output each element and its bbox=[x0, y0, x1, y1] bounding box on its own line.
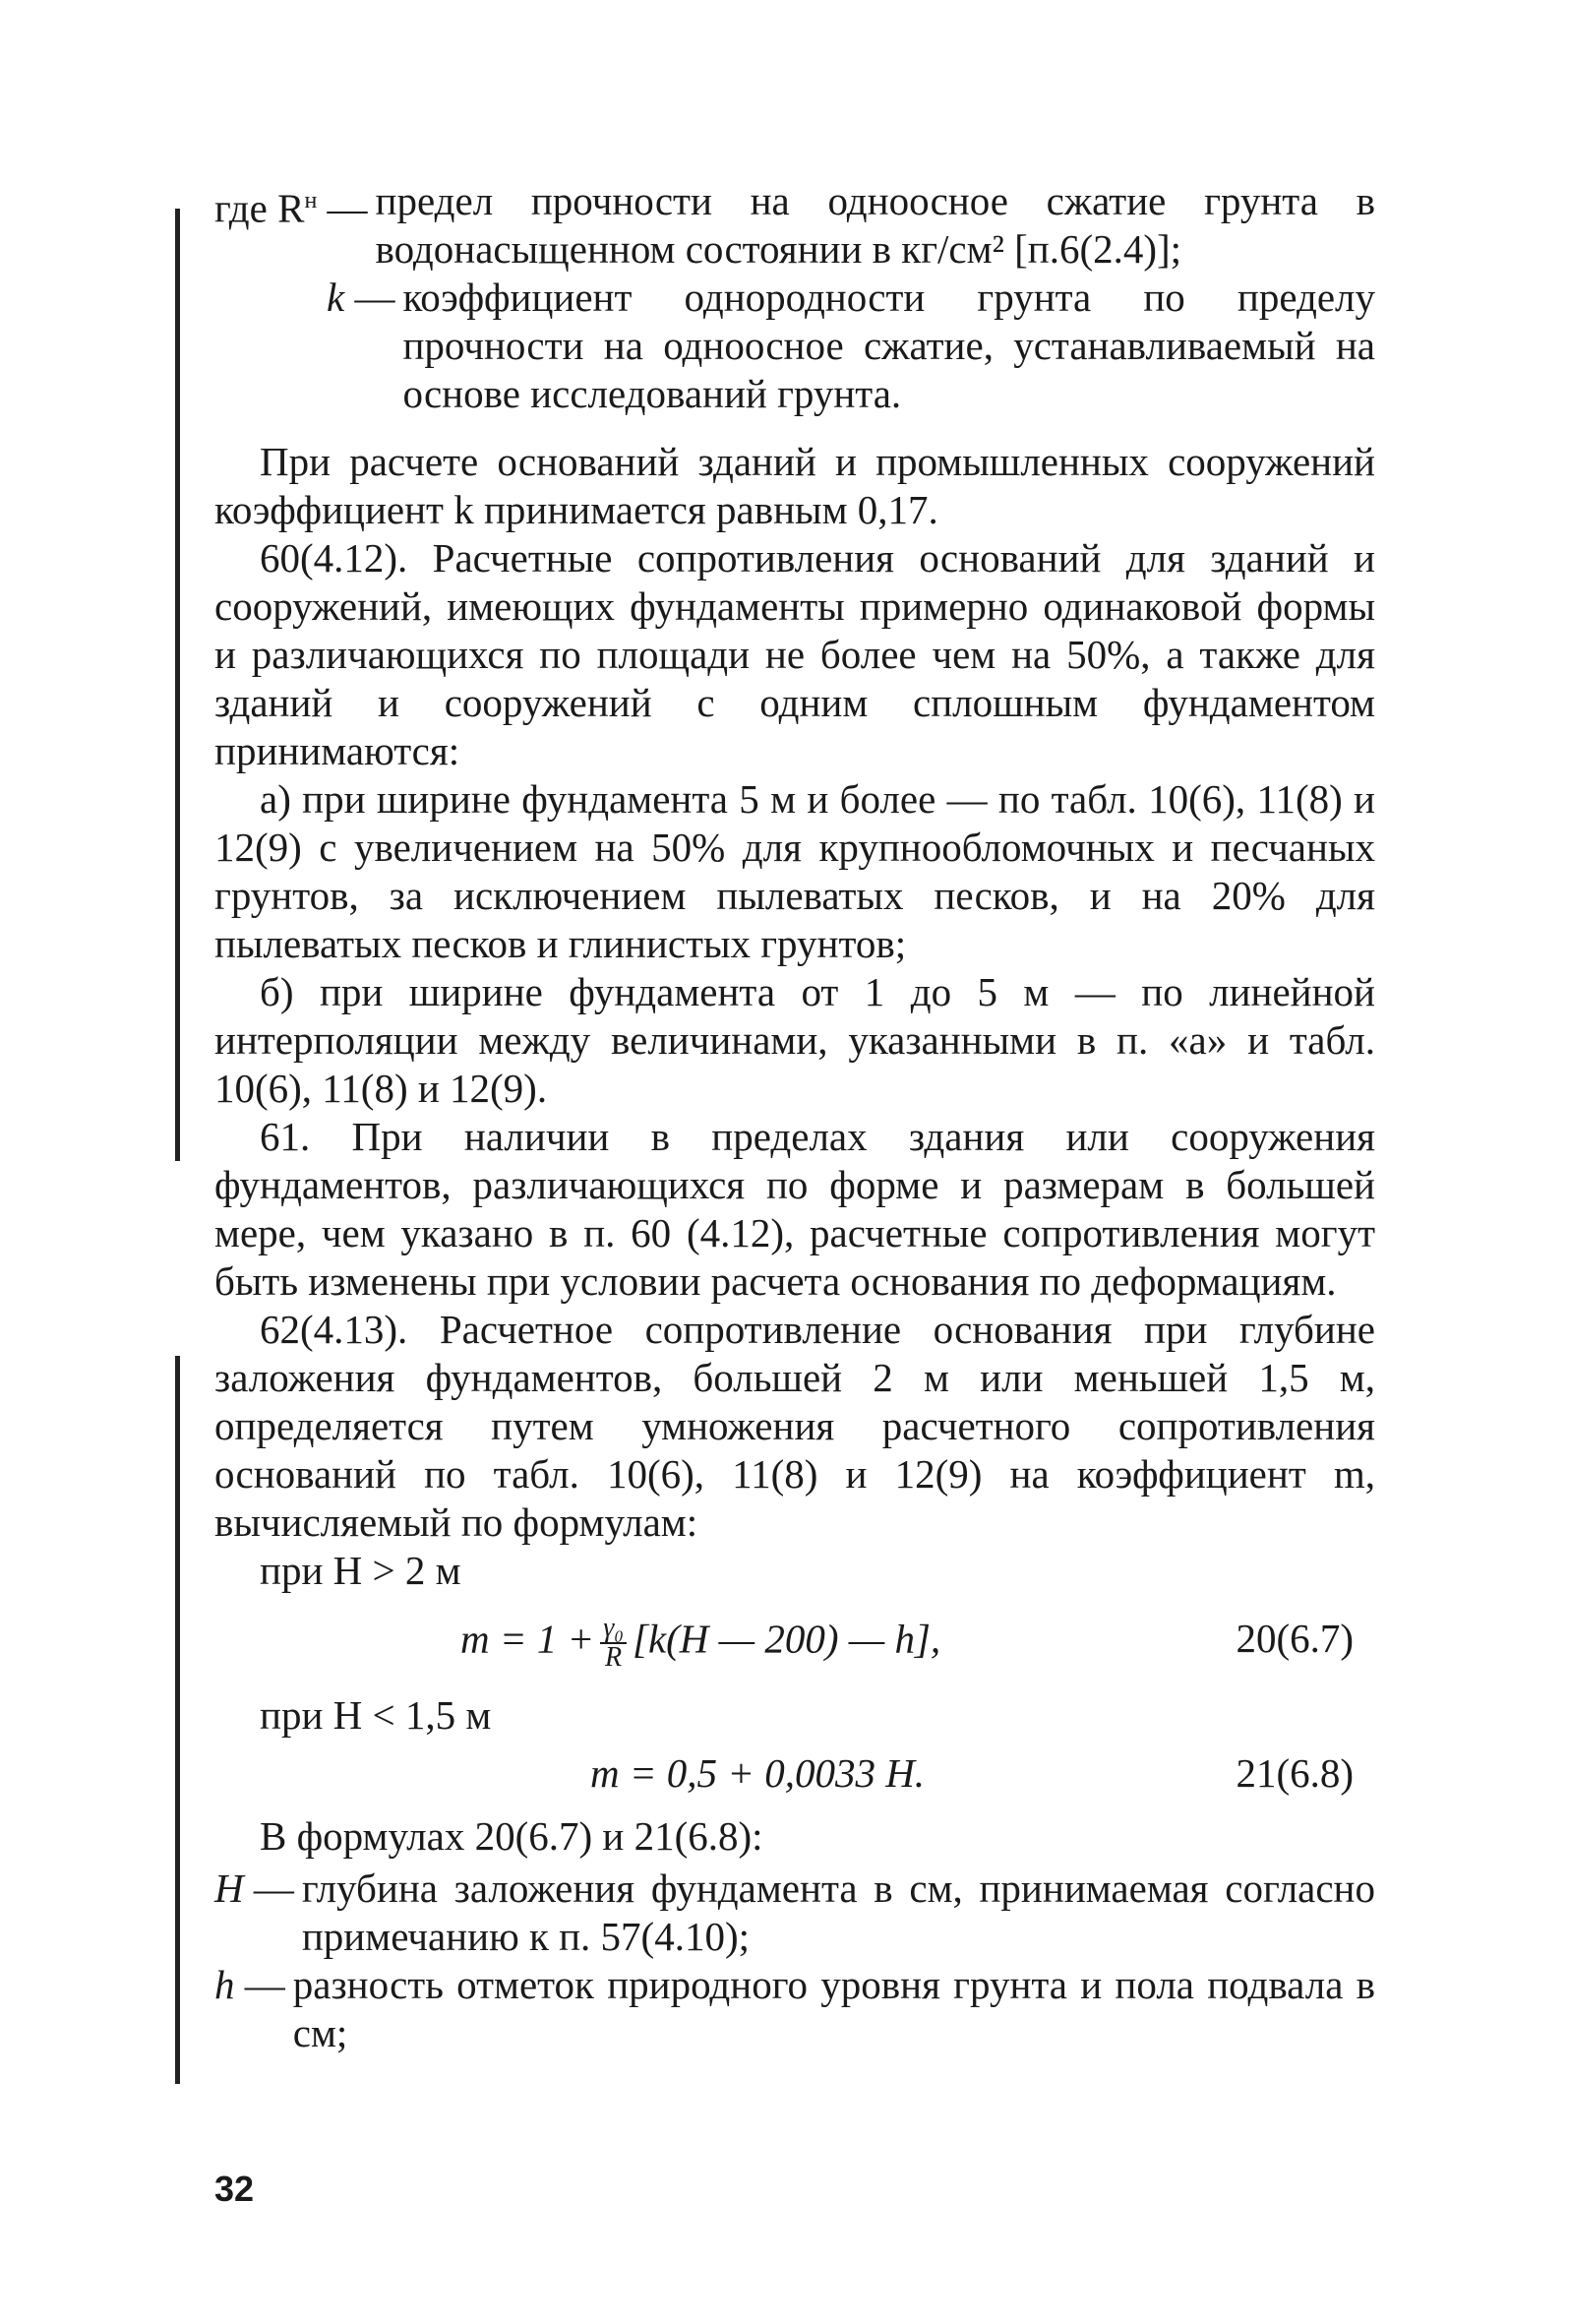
paragraph-61: 61. При наличии в пределах здания или сооружения фундаментов, различающихся по форме и размерам в большей мере, чем указано в п. 60 (4.12), расчетные сопротивления могут быть изменены при условии расчета основания по деформациям. bbox=[214, 1114, 1375, 1304]
definition-text: коэффициент однородности грунта по пределу прочности на одноосное сжатие, устанавливаемый на основе исследований грунта. bbox=[402, 275, 1375, 416]
paragraph: При расчете оснований зданий и промышленных сооружений коэффициент k принимается равным 0,17. bbox=[214, 439, 1375, 532]
definition-term: H — bbox=[214, 1865, 294, 1911]
definition-H bbox=[214, 1865, 1375, 1961]
formula-20 bbox=[214, 1595, 1375, 1691]
definition-text: разность отметок природного уровня грунта и пола подвала в см; bbox=[292, 1962, 1375, 2055]
paragraph-60: 60(4.12). Расчетные сопротивления оснований для зданий и сооружений, имеющих фундаменты примерно одинаковой формы и различающихся по площади не более чем на 50%, а также для зданий и сооружений с одним сплошным фундаментом принимаются: bbox=[214, 535, 1375, 773]
definition-text: предел прочности на одноосное сжатие грунта в водонасыщенном состоянии в кг/см² [п.6(2.4)]; bbox=[375, 178, 1375, 272]
formula-21 bbox=[214, 1740, 1375, 1812]
formula-expression: m = 1 + $\frac{\text{γ₀}}{R}$ [k(H — 200) — h], bbox=[460, 1613, 941, 1673]
formula-number: 20(6.7) bbox=[1236, 1616, 1354, 1661]
paragraph-62: 62(4.13). Расчетное сопротивление основания при глубине заложения фундаментов, большей 2 м или меньшей 1,5 м, определяется путем умножения расчетного сопротивления оснований по табл. 10(6), 11(8) и 12(9) на коэффициент m, вычисляемый по формулам: bbox=[214, 1307, 1375, 1545]
paragraph-60b: б) при ширине фундамента от 1 до 5 м — по линейной интерполяции между величинами, указанными в п. «а» и табл. 10(6), 11(8) и 12(9). bbox=[214, 969, 1375, 1111]
definition-term: k — bbox=[327, 275, 395, 320]
formula-number: 21(6.8) bbox=[1236, 1750, 1354, 1796]
definition-R bbox=[214, 177, 1375, 274]
definition-term: h — bbox=[214, 1962, 285, 2007]
definition-term: где $R^н$ — bbox=[214, 185, 368, 231]
formulas-intro: В формулах 20(6.7) и 21(6.8): bbox=[260, 1813, 763, 1859]
paragraph-60a: а) при ширине фундамента 5 м и более — по табл. 10(6), 11(8) и 12(9) с увеличением на 50% для крупнообломочных и песчаных грунтов, за исключением пылеватых песков, и на 20% для пылеватых песков и глинистых грунтов; bbox=[214, 776, 1375, 966]
fraction: $\frac{\text{γ₀}}{R}$ bbox=[600, 1615, 627, 1672]
formula-expression: m = 0,5 + 0,0033 H. bbox=[590, 1750, 926, 1796]
definition-k bbox=[327, 274, 1375, 418]
definition-h bbox=[214, 1961, 1375, 2057]
page-number: 32 bbox=[214, 2169, 255, 2209]
formula-condition: при H > 2 м bbox=[260, 1548, 461, 1593]
margin-rule-top bbox=[175, 209, 180, 1161]
definition-text: глубина заложения фундамента в см, принимаемая согласно примечанию к п. 57(4.10); bbox=[301, 1865, 1375, 1959]
margin-rule-bottom bbox=[175, 1356, 180, 2084]
formula-condition: при H < 1,5 м bbox=[260, 1692, 492, 1738]
page-body bbox=[214, 177, 1375, 2057]
